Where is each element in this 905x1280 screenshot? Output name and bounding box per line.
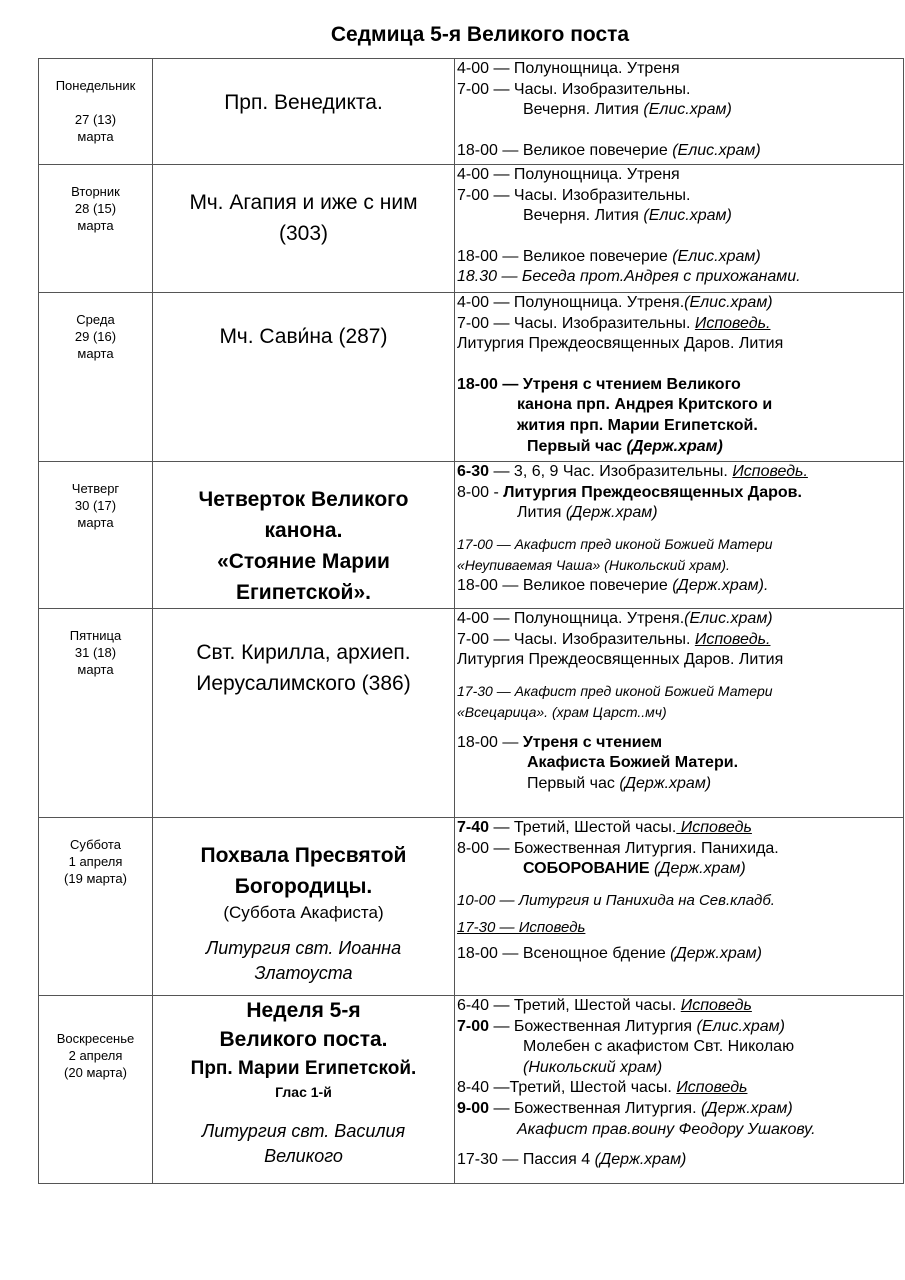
saint-name: Мч. Сави́на (287) [219,325,388,348]
service-line: 4-00 — Полунощница. Утреня [457,60,680,77]
service-line: 17-30 — Пассия 4 (Держ.храм) [457,1151,687,1169]
saint-name: Прп. Венедикта. [224,91,383,114]
weekday: Среда [76,312,115,327]
service-line: 4-00 — Полунощница. Утреня [457,166,680,183]
day-cell [39,996,153,1184]
service-line: 7-00 — Божественная Литургия (Елис.храм) [457,1017,785,1035]
month: (19 марта) [64,871,127,886]
day-cell [39,818,153,996]
service-line: жития прп. Марии Египетской. [517,416,758,434]
saint-cell [153,462,455,609]
month: (20 марта) [64,1065,127,1080]
saint-name: «Стояние Марии [217,550,390,573]
saint-cell [153,293,455,462]
date: 27 (13) [74,112,117,127]
services-cell [455,293,904,462]
service-line: 18-00 — Утреня с чтением [457,733,663,751]
date: 30 (17) [74,498,117,513]
date: 31 (18) [74,645,117,660]
service-line: «Неупиваемая Чаша» (Никольский храм). [457,556,730,573]
services-cell [455,59,904,165]
service-line: 18-00 — Великое повечерие (Держ.храм). [457,576,769,594]
service-line: 4-00 — Полунощница. Утреня.(Елис.храм) [457,294,773,311]
service-line: СОБОРОВАНИЕ (Держ.храм) [523,860,746,878]
service-line: Акафист прав.воину Феодору Ушакову. [517,1120,816,1138]
saint-cell [153,59,455,165]
saint-name: Великого поста. [219,1028,388,1051]
service-line: 18-00 — Великое повечерие (Елис.храм) [457,247,761,265]
liturgy-note: Великого [264,1146,343,1166]
liturgy-note: Литургия свт. Иоанна [205,938,402,958]
service-line: 6-30 — 3, 6, 9 Час. Изобразительны. Исповедь. [457,463,808,480]
services-cell [455,462,904,609]
service-line: Первый час (Держ.храм) [527,437,723,455]
liturgy-note: Литургия свт. Василия [201,1121,406,1141]
service-line: 8-00 — Божественная Литургия. Панихида. [457,839,779,857]
day-cell [39,293,153,462]
saint-subtitle: (Суббота Акафиста) [223,903,384,922]
service-line: 8-00 - Литургия Преждеосвященных Даров. [457,483,802,501]
service-line: 18-00 — Великое повечерие (Елис.храм) [457,141,761,159]
service-line: 4-00 — Полунощница. Утреня.(Елис.храм) [457,610,773,627]
service-line: 17-30 — Акафист пред иконой Божией Матери [457,682,773,699]
service-line: Лития (Держ.храм) [517,504,658,522]
date: 29 (16) [74,329,117,344]
day-cell [39,462,153,609]
table-row [39,609,904,818]
table-row [39,293,904,462]
service-line: Вечерня. Лития (Елис.храм) [523,101,732,119]
service-line: 7-00 — Часы. Изобразительны. Исповедь. [457,630,771,648]
saint-name: канона. [264,519,343,542]
service-line: 7-00 — Часы. Изобразительны. Исповедь. [457,314,771,332]
weekday: Суббота [70,837,121,852]
saint-cell [153,165,455,293]
month: марта [77,346,114,361]
table-row [39,59,904,165]
service-line: 10-00 — Литургия и Панихида на Сев.кладб. [457,891,775,909]
table-row [39,818,904,996]
service-line: Вечерня. Лития (Елис.храм) [523,207,732,225]
service-line: 17-00 — Акафист пред иконой Божией Матери [457,535,773,552]
saint-name: Похвала Пресвятой [200,844,407,867]
service-line: 9-00 — Божественная Литургия. (Держ.храм) [457,1099,793,1117]
service-line: канона прп. Андрея Критского и [517,396,773,414]
saint-name: Неделя 5-я [246,999,361,1022]
day-cell [39,59,153,165]
month: марта [77,662,114,677]
month: марта [77,218,114,233]
service-line: «Всецарица». (храм Царст..мч) [457,703,667,720]
schedule-table [38,58,904,1184]
saint-year: (303) [278,222,329,245]
services-cell [455,165,904,293]
service-line: Литургия Преждеосвященных Даров. Лития [457,651,784,669]
weekday: Пятница [69,628,122,643]
saint-name: Мч. Агапия и иже с ним [189,191,418,214]
table-row [39,165,904,293]
saint-cell [153,996,455,1184]
service-line: 18-00 — Всенощное бдение (Держ.храм) [457,944,762,962]
service-line: Молебен с акафистом Свт. Николаю [523,1038,795,1056]
service-line: 7-00 — Часы. Изобразительны. [457,80,691,98]
services-cell [455,609,904,818]
weekday: Вторник [71,184,120,199]
month: марта [77,515,114,530]
service-line: Акафиста Божией Матери. [527,754,739,772]
services-cell [455,818,904,996]
saint-name: Богородицы. [234,875,373,898]
service-line: 18.30 — Беседа прот.Андрея с прихожанами. [457,268,801,286]
tone-label: Глас 1-й [275,1084,332,1100]
services-cell [455,996,904,1184]
saint-cell [153,818,455,996]
date: 28 (15) [74,201,117,216]
saint-name: Четверток Великого [198,488,409,511]
day-cell [39,165,153,293]
weekday: Понедельник [55,78,136,93]
table-row [39,996,904,1184]
weekday: Четверг [71,481,120,496]
day-cell [39,609,153,818]
service-line: 17-30 — Исповедь [457,918,586,936]
saint-name: Египетской». [236,581,371,604]
service-line: 8-40 —Третий, Шестой часы. Исповедь [457,1079,748,1097]
service-line: 6-40 — Третий, Шестой часы. Исповедь [457,997,752,1014]
date: 1 апреля [68,854,123,869]
service-line: Литургия Преждеосвященных Даров. Лития [457,335,784,353]
page-title: Седмица 5-я Великого поста [330,23,630,46]
month: марта [77,129,114,144]
date: 2 апреля [68,1048,123,1063]
saint-name: Свт. Кирилла, архиеп. [196,641,411,664]
weekday: Воскресенье [56,1031,135,1046]
saint-name: Иерусалимского (386) [196,672,411,695]
service-line: Первый час (Держ.храм) [527,774,712,792]
service-line: 18-00 — Утреня с чтением Великого [457,375,741,393]
service-line: 7-00 — Часы. Изобразительны. [457,186,691,204]
saint-cell [153,609,455,818]
saint-name: Прп. Марии Египетской. [190,1058,417,1079]
service-line: 7-40 — Третий, Шестой часы. Исповедь [457,819,752,836]
table-row [39,462,904,609]
liturgy-note: Златоуста [254,963,353,983]
service-line: (Никольский храм) [523,1058,663,1076]
